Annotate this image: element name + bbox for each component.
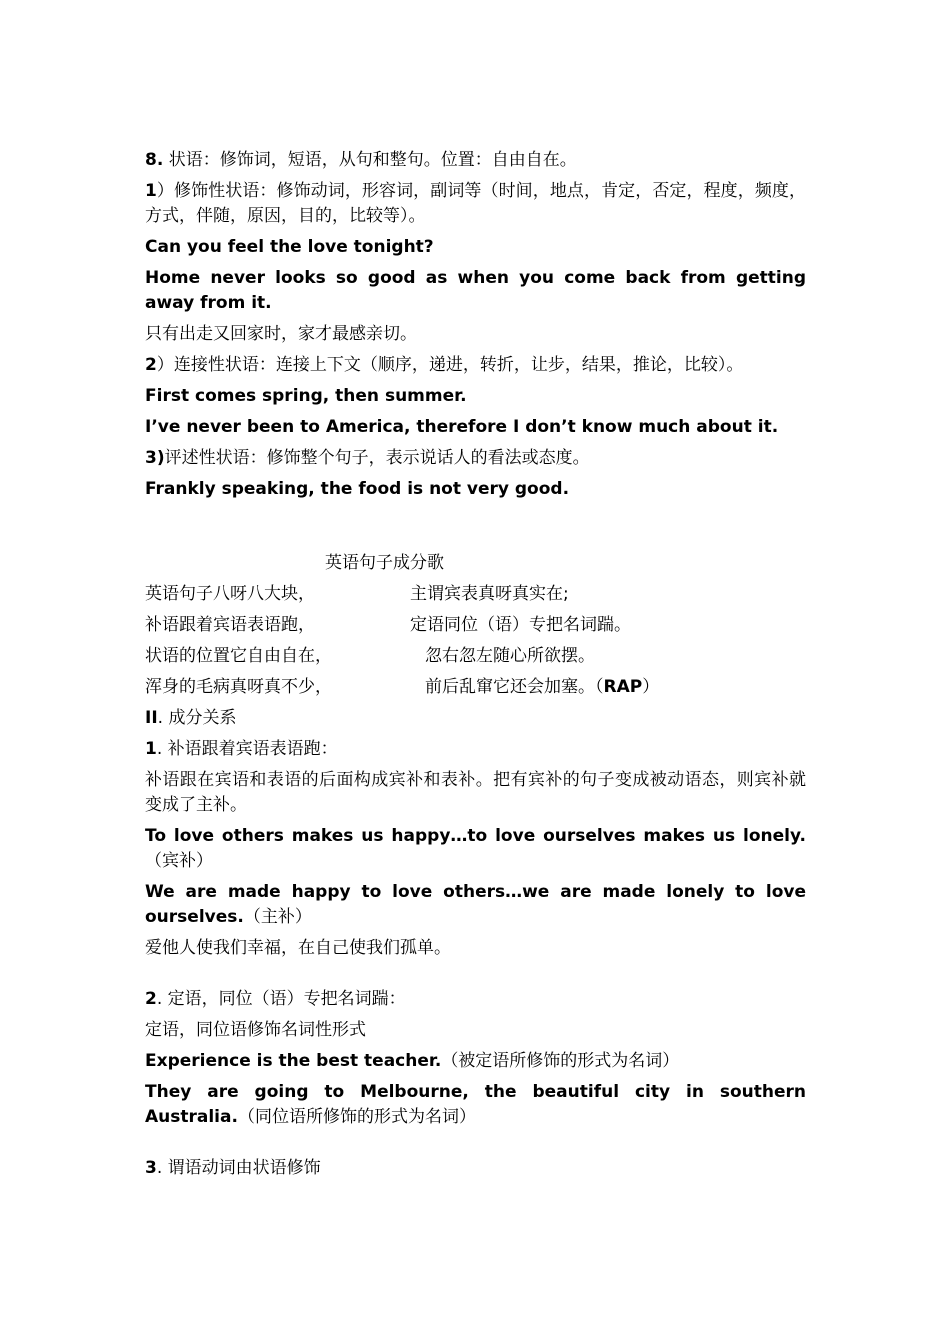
subsection-text: 评述性状语：修饰整个句子，表示说话人的看法或态度。: [164, 448, 590, 468]
song-line-right: 主谓宾表真呀真实在;: [410, 584, 569, 604]
spacer: [145, 967, 806, 987]
subsection-number: 2: [145, 355, 157, 375]
example-note: （同位语所修饰的形式为名词）: [237, 1107, 476, 1127]
relation-number: 1: [145, 739, 157, 759]
song-line-left: 状语的位置它自由自在，: [145, 646, 332, 666]
relation-text: . 定语，同位（语）专把名词踹：: [156, 989, 406, 1009]
relation-number: 3: [145, 1158, 157, 1178]
section-ii-heading: [145, 706, 806, 731]
subsection-text: ）连接性状语：连接上下文（顺序，递进，转折，让步，结果，推论，比较）。: [156, 355, 744, 375]
relation-2-heading: [145, 987, 806, 1012]
relation-2-description: 定语，同位语修饰名词性形式: [145, 1020, 366, 1040]
song-line-right: [425, 675, 659, 700]
section-8-heading: [145, 148, 806, 173]
song-line-close: ）: [642, 677, 660, 697]
relation-1-translation: 爱他人使我们幸福，在自己使我们孤单。: [145, 938, 451, 958]
subsection-text: ）修饰性状语：修饰动词，形容词，副词等（时间，地点，肯定，否定，程度，频度，方式，伴随，原因，目的，比较等）。: [145, 181, 806, 226]
example-3: First comes spring, then summer.: [145, 386, 467, 406]
rap-label: RAP: [603, 677, 643, 697]
song-line-right: 定语同位（语）专把名词踹。: [410, 615, 631, 635]
subsection-1: [145, 179, 806, 229]
song-title: 英语句子成分歌: [325, 553, 444, 573]
example-note: （被定语所修饰的形式为名词）: [441, 1051, 680, 1071]
relation-3-heading: [145, 1156, 806, 1181]
example-text: We are made happy to love others…we are made lonely to love ourselves.: [145, 882, 806, 927]
song-line-2: [145, 613, 806, 638]
example-2: Home never looks so good as when you come back from getting away from it.: [145, 268, 806, 313]
example-1: Can you feel the love tonight?: [145, 237, 434, 257]
example-text: They are going to Melbourne, the beautiful city in southern Australia.: [145, 1082, 806, 1127]
subsection-2: [145, 353, 806, 378]
relation-2-example-1: [145, 1049, 806, 1074]
relation-1-example-1: [145, 824, 806, 874]
section-text: 状语：修饰词，短语，从句和整句。位置：自由自在。: [163, 150, 577, 170]
spacer: [145, 508, 806, 534]
relation-text: . 补语跟着宾语表语跑：: [156, 739, 338, 759]
song-line-4: [145, 675, 806, 700]
example-5: Frankly speaking, the food is not very good.: [145, 479, 570, 499]
song-line-right: 忽右忽左随心所欲摆。: [425, 646, 595, 666]
relation-1-description: 补语跟在宾语和表语的后面构成宾补和表补。把有宾补的句子变成被动语态，则宾补就变成了主补。: [145, 770, 806, 815]
example-note: （宾补）: [145, 851, 213, 871]
relation-number: 2: [145, 989, 157, 1009]
song-line-left: 补语跟着宾语表语跑，: [145, 615, 315, 635]
subsection-number: 3): [145, 448, 165, 468]
song-line-3: [145, 644, 806, 669]
relation-2-example-2: [145, 1080, 806, 1130]
example-text: To love others makes us happy…to love ourselves makes us lonely.: [145, 826, 806, 846]
example-2-translation: 只有出走又回家时，家才最感亲切。: [145, 324, 417, 344]
spacer: [145, 1136, 806, 1156]
section-text: . 成分关系: [157, 708, 237, 728]
example-4: I’ve never been to America, therefore I don’t know much about it.: [145, 417, 779, 437]
song-line-1: [145, 582, 806, 607]
subsection-number: 1: [145, 181, 157, 201]
song-line-text: 前后乱窜它还会加塞。（: [425, 677, 604, 697]
document-page: [145, 148, 806, 1187]
example-note: （主补）: [243, 907, 312, 927]
example-text: Experience is the best teacher.: [145, 1051, 442, 1071]
section-number: II: [145, 708, 158, 728]
section-number: 8.: [145, 150, 164, 170]
relation-text: . 谓语动词由状语修饰: [156, 1158, 321, 1178]
relation-1-example-2: [145, 880, 806, 930]
song-line-left: 英语句子八呀八大块，: [145, 584, 315, 604]
song-line-left: 浑身的毛病真呀真不少，: [145, 677, 332, 697]
subsection-3: [145, 446, 806, 471]
relation-1-heading: [145, 737, 806, 762]
